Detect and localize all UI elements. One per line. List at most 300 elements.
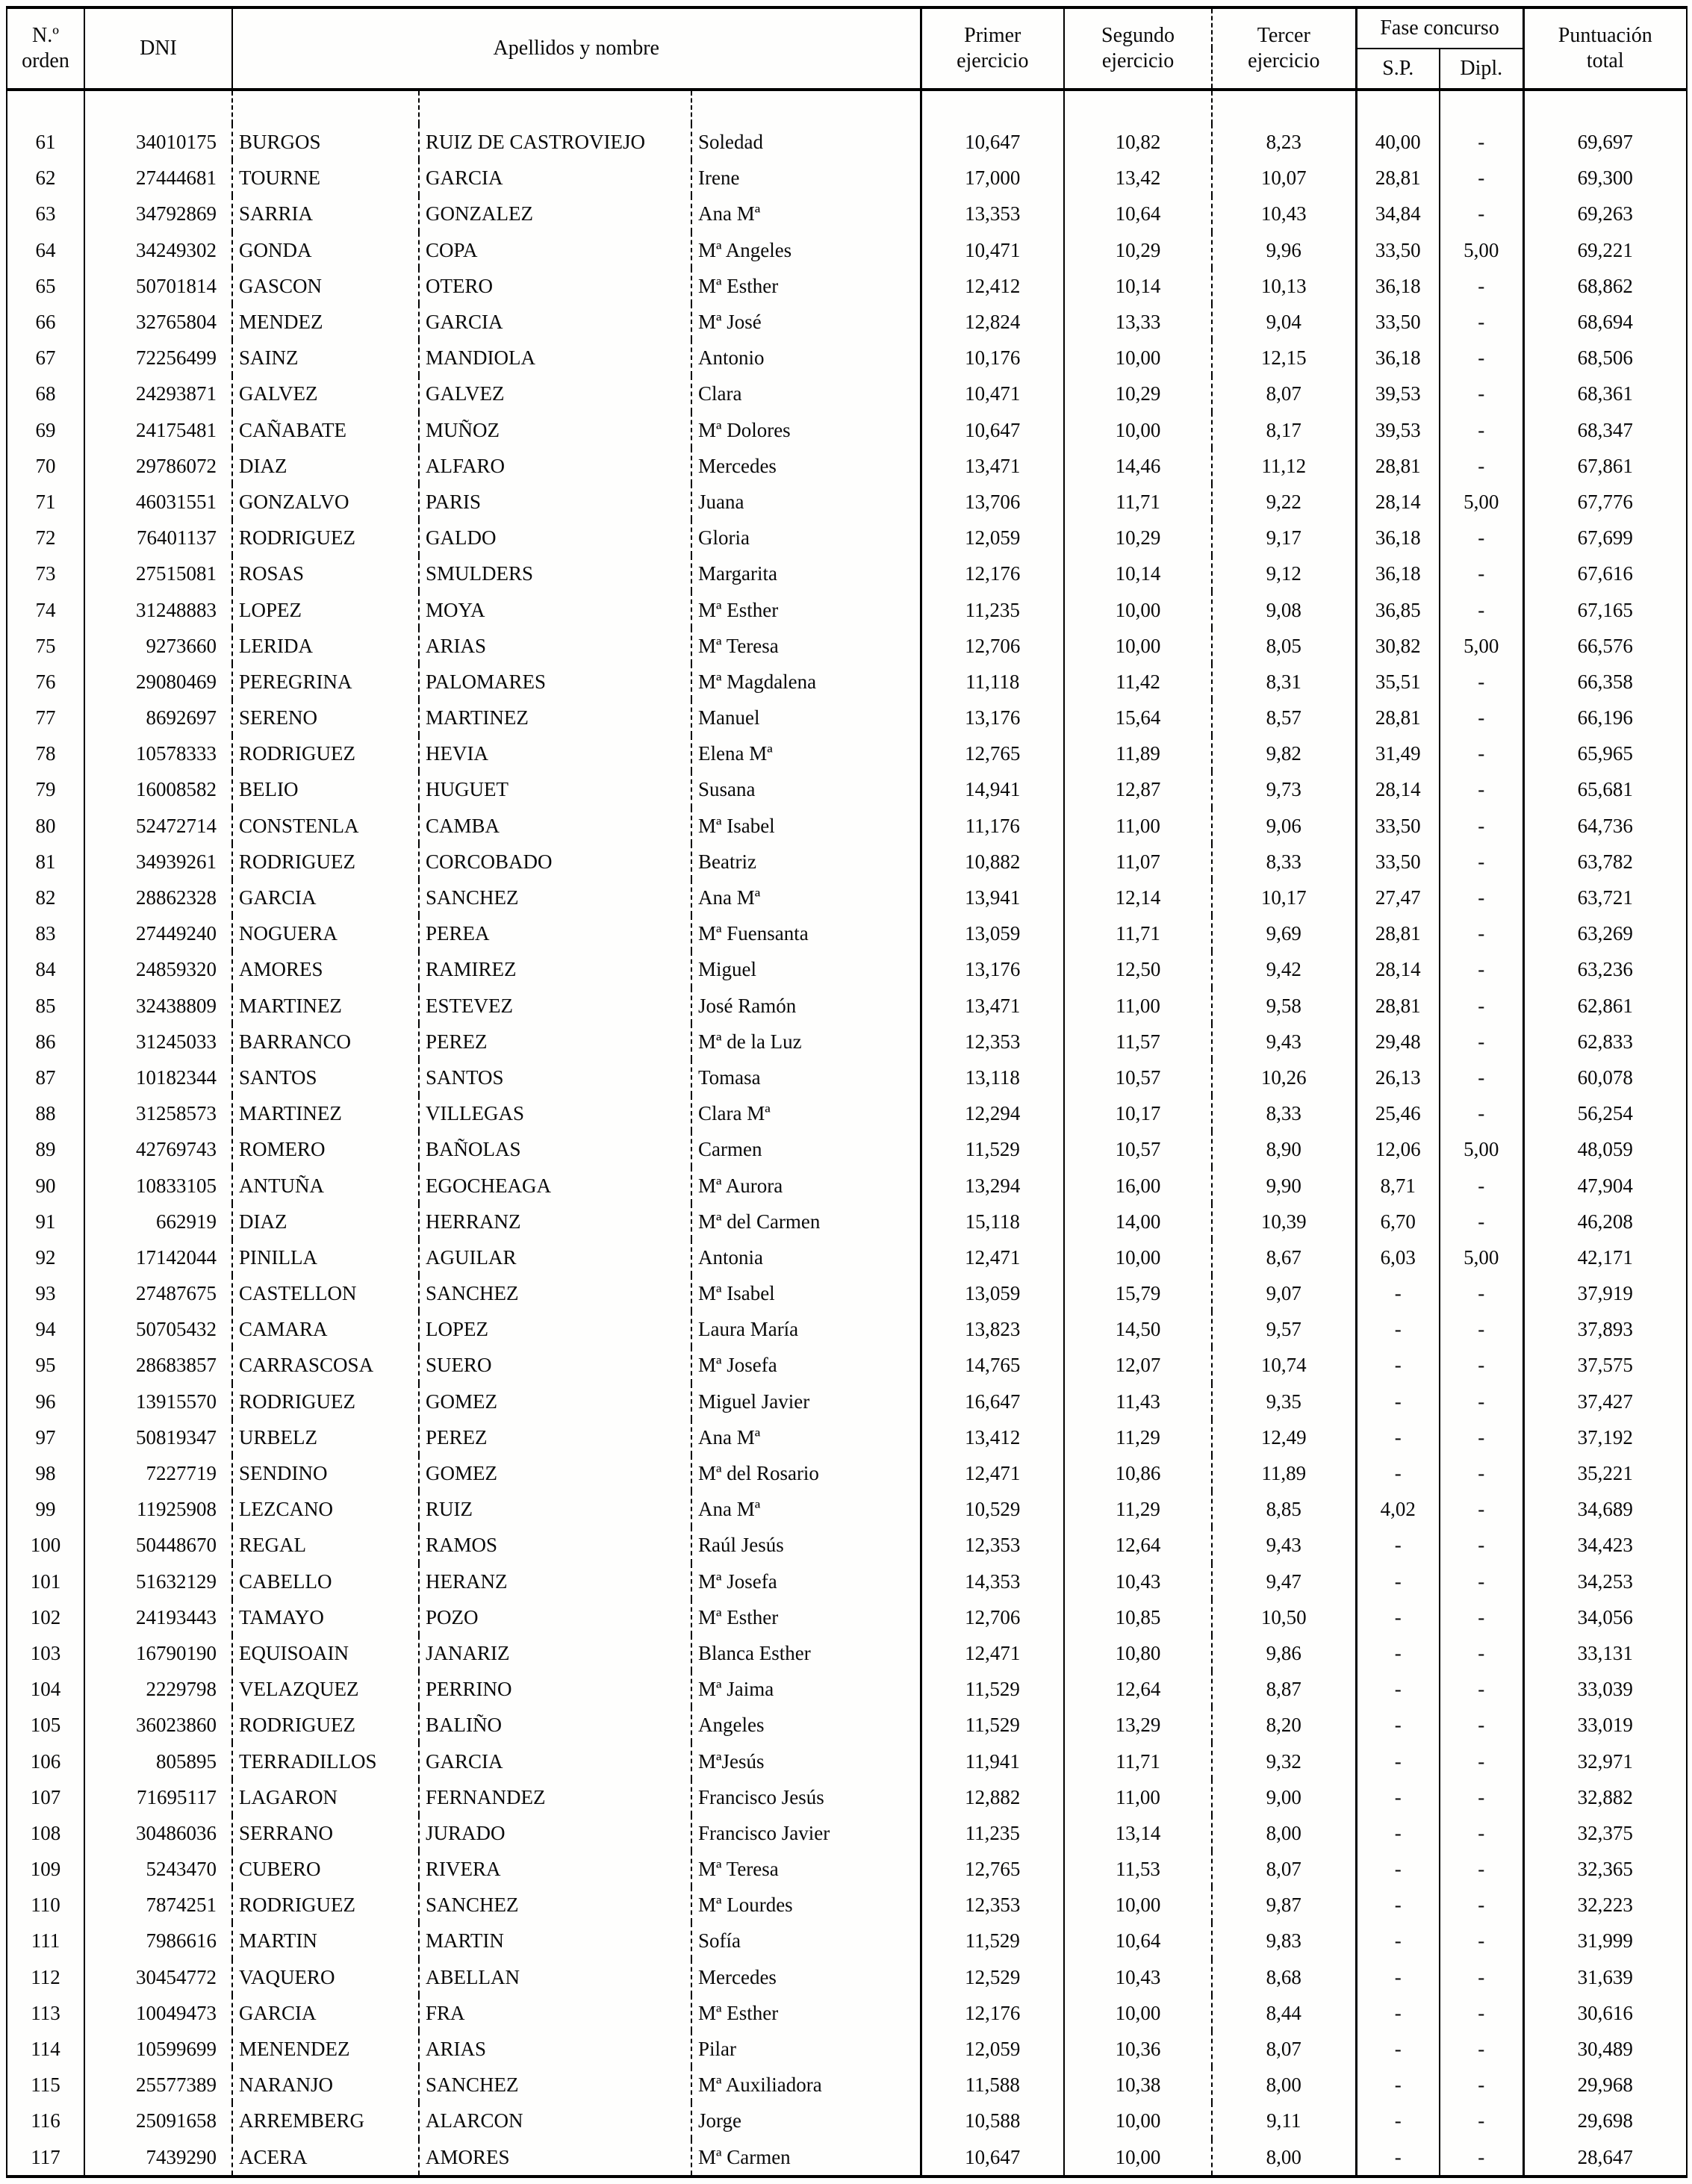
table-row <box>7 2067 1687 2103</box>
cell-sp: 26,13 <box>1356 1060 1440 1095</box>
cell-segundo-ejercicio: 11,42 <box>1064 664 1212 700</box>
cell-apellido1: LOPEZ <box>232 591 419 627</box>
cell-primer-ejercicio: 11,118 <box>921 664 1064 700</box>
cell-nombre: Gloria <box>691 520 921 556</box>
cell-dni: 27449240 <box>84 915 232 951</box>
cell-tercer-ejercicio: 10,43 <box>1212 196 1356 231</box>
cell-orden: 98 <box>35 1462 56 1485</box>
cell-dni: 28683857 <box>84 1347 232 1383</box>
cell-apellido2: SANCHEZ <box>419 880 691 915</box>
cell-apellido1: BURGOS <box>232 124 419 160</box>
cell-dipl: - <box>1440 880 1523 915</box>
cell-dni: 32765804 <box>84 304 232 340</box>
cell-segundo-ejercicio: 11,43 <box>1064 1384 1212 1419</box>
cell-apellido2: ALARCON <box>419 2103 691 2138</box>
cell-nombre: Mª Aurora <box>691 1167 921 1203</box>
cell-segundo-ejercicio: 15,79 <box>1064 1275 1212 1311</box>
cell-nombre: Clara Mª <box>691 1095 921 1131</box>
cell-dni: 31258573 <box>84 1095 232 1131</box>
table-row <box>7 520 1687 556</box>
header-orden <box>7 7 84 90</box>
cell-dipl: - <box>1440 1743 1523 1779</box>
cell-dni: 662919 <box>84 1204 232 1239</box>
cell-puntuacion-total: 63,721 <box>1523 880 1687 915</box>
cell-dipl: - <box>1440 1959 1523 1995</box>
cell-dni: 34792869 <box>84 196 232 231</box>
cell-primer-ejercicio: 12,059 <box>921 520 1064 556</box>
cell-nombre: Raúl Jesús <box>691 1527 921 1563</box>
cell-apellido2: RAMIREZ <box>419 951 691 987</box>
cell-dipl: 5,00 <box>1440 1131 1523 1167</box>
cell-orden: 108 <box>30 1821 61 1844</box>
cell-apellido2: BAÑOLAS <box>419 1131 691 1167</box>
table-row <box>7 448 1687 484</box>
cell-puntuacion-total: 68,506 <box>1523 340 1687 376</box>
cell-dipl: 5,00 <box>1440 628 1523 664</box>
cell-dipl: - <box>1440 808 1523 844</box>
header-segundo-ejercicio: Segundo ejercicio <box>1064 7 1212 90</box>
spacer-row <box>7 90 1687 124</box>
table-row <box>7 556 1687 591</box>
cell-segundo-ejercicio: 14,46 <box>1064 448 1212 484</box>
cell-nombre: Antonio <box>691 340 921 376</box>
cell-nombre: Ana Mª <box>691 1419 921 1455</box>
cell-puntuacion-total: 37,575 <box>1523 1347 1687 1383</box>
cell-tercer-ejercicio: 8,00 <box>1212 2067 1356 2103</box>
cell-orden: 65 <box>35 274 56 297</box>
cell-puntuacion-total: 32,882 <box>1523 1779 1687 1815</box>
cell-dipl: - <box>1440 268 1523 304</box>
cell-sp: 36,18 <box>1356 520 1440 556</box>
cell-sp: 28,81 <box>1356 915 1440 951</box>
table-row <box>7 1239 1687 1275</box>
cell-sp: - <box>1356 1671 1440 1707</box>
cell-apellido1: PINILLA <box>232 1239 419 1275</box>
cell-dipl: - <box>1440 556 1523 591</box>
cell-apellido1: ROMERO <box>232 1131 419 1167</box>
cell-nombre: Mercedes <box>691 1959 921 1995</box>
cell-dipl: - <box>1440 1060 1523 1095</box>
cell-segundo-ejercicio: 12,87 <box>1064 771 1212 807</box>
cell-orden: 89 <box>35 1138 56 1161</box>
cell-puntuacion-total: 48,059 <box>1523 1131 1687 1167</box>
cell-nombre: Soledad <box>691 124 921 160</box>
cell-dipl: - <box>1440 735 1523 771</box>
cell-dipl: - <box>1440 771 1523 807</box>
cell-puntuacion-total: 33,019 <box>1523 1707 1687 1743</box>
table-row <box>7 915 1687 951</box>
cell-orden: 117 <box>31 2145 60 2168</box>
table-row <box>7 844 1687 880</box>
cell-dni: 34939261 <box>84 844 232 880</box>
cell-orden: 61 <box>35 131 56 154</box>
cell-tercer-ejercicio: 9,58 <box>1212 988 1356 1024</box>
cell-puntuacion-total: 68,347 <box>1523 412 1687 448</box>
cell-apellido2: MOYA <box>419 591 691 627</box>
cell-primer-ejercicio: 13,294 <box>921 1167 1064 1203</box>
cell-primer-ejercicio: 12,706 <box>921 628 1064 664</box>
cell-tercer-ejercicio: 8,85 <box>1212 1491 1356 1527</box>
cell-nombre: Mª Esther <box>691 591 921 627</box>
cell-dipl: - <box>1440 1024 1523 1060</box>
cell-segundo-ejercicio: 10,00 <box>1064 340 1212 376</box>
cell-sp: 30,82 <box>1356 628 1440 664</box>
table-row <box>7 1204 1687 1239</box>
cell-primer-ejercicio: 12,765 <box>921 735 1064 771</box>
cell-dipl: - <box>1440 1779 1523 1815</box>
cell-apellido1: URBELZ <box>232 1419 419 1455</box>
cell-puntuacion-total: 68,694 <box>1523 304 1687 340</box>
cell-sp: - <box>1356 1959 1440 1995</box>
header-tercer-ejercicio: Tercer ejercicio <box>1212 7 1356 90</box>
cell-dipl: - <box>1440 2031 1523 2067</box>
cell-sp: 33,50 <box>1356 844 1440 880</box>
cell-nombre: Mercedes <box>691 448 921 484</box>
cell-tercer-ejercicio: 9,00 <box>1212 1779 1356 1815</box>
cell-segundo-ejercicio: 10,43 <box>1064 1564 1212 1599</box>
cell-dni: 16790190 <box>84 1635 232 1671</box>
cell-apellido2: GARCIA <box>419 1743 691 1779</box>
cell-primer-ejercicio: 12,529 <box>921 1959 1064 1995</box>
cell-puntuacion-total: 33,039 <box>1523 1671 1687 1707</box>
cell-segundo-ejercicio: 10,14 <box>1064 268 1212 304</box>
cell-primer-ejercicio: 12,176 <box>921 556 1064 591</box>
table-row <box>7 1635 1687 1671</box>
cell-apellido2: SANCHEZ <box>419 1275 691 1311</box>
cell-sp: - <box>1356 1815 1440 1851</box>
cell-nombre: Mª Esther <box>691 1995 921 2031</box>
cell-puntuacion-total: 65,965 <box>1523 735 1687 771</box>
cell-apellido1: TOURNE <box>232 160 419 196</box>
cell-orden: 95 <box>35 1354 56 1377</box>
table-row <box>7 1024 1687 1060</box>
cell-segundo-ejercicio: 13,29 <box>1064 1707 1212 1743</box>
cell-apellido2: LOPEZ <box>419 1311 691 1347</box>
cell-dipl: 5,00 <box>1440 232 1523 268</box>
cell-dni: 31248883 <box>84 591 232 627</box>
results-table <box>6 6 1688 2178</box>
cell-tercer-ejercicio: 10,50 <box>1212 1599 1356 1635</box>
cell-dni: 5243470 <box>84 1851 232 1887</box>
cell-puntuacion-total: 37,192 <box>1523 1419 1687 1455</box>
cell-apellido1: ACERA <box>232 2139 419 2177</box>
cell-orden: 112 <box>31 1965 60 1988</box>
cell-apellido2: MANDIOLA <box>419 340 691 376</box>
cell-primer-ejercicio: 11,235 <box>921 1815 1064 1851</box>
cell-nombre: Mª Dolores <box>691 412 921 448</box>
cell-nombre: Elena Mª <box>691 735 921 771</box>
cell-apellido2: VILLEGAS <box>419 1095 691 1131</box>
cell-dipl: - <box>1440 376 1523 411</box>
cell-apellido2: PEREZ <box>419 1024 691 1060</box>
table-row <box>7 1743 1687 1779</box>
cell-puntuacion-total: 32,375 <box>1523 1815 1687 1851</box>
cell-segundo-ejercicio: 13,14 <box>1064 1815 1212 1851</box>
cell-sp: 31,49 <box>1356 735 1440 771</box>
table-row <box>7 951 1687 987</box>
cell-primer-ejercicio: 10,647 <box>921 124 1064 160</box>
cell-dni: 11925908 <box>84 1491 232 1527</box>
cell-orden: 109 <box>30 1858 61 1881</box>
cell-tercer-ejercicio: 8,07 <box>1212 1851 1356 1887</box>
cell-dipl: - <box>1440 412 1523 448</box>
cell-dni: 2229798 <box>84 1671 232 1707</box>
cell-apellido1: GONDA <box>232 232 419 268</box>
cell-nombre: Mª Esther <box>691 1599 921 1635</box>
cell-orden: 100 <box>30 1534 61 1557</box>
cell-sp: 39,53 <box>1356 376 1440 411</box>
table-row <box>7 1311 1687 1347</box>
table-row <box>7 1995 1687 2031</box>
cell-orden: 66 <box>35 311 56 334</box>
cell-sp: 35,51 <box>1356 664 1440 700</box>
cell-tercer-ejercicio: 9,69 <box>1212 915 1356 951</box>
cell-nombre: Manuel <box>691 700 921 735</box>
cell-puntuacion-total: 69,697 <box>1523 124 1687 160</box>
cell-tercer-ejercicio: 9,04 <box>1212 304 1356 340</box>
cell-apellido1: CAMARA <box>232 1311 419 1347</box>
header-sp: S.P. <box>1356 49 1440 90</box>
cell-tercer-ejercicio: 9,57 <box>1212 1311 1356 1347</box>
cell-primer-ejercicio: 10,647 <box>921 412 1064 448</box>
table-row <box>7 1815 1687 1851</box>
cell-orden: 105 <box>30 1714 61 1737</box>
cell-apellido1: RODRIGUEZ <box>232 1887 419 1923</box>
cell-primer-ejercicio: 11,941 <box>921 1743 1064 1779</box>
cell-dni: 27444681 <box>84 160 232 196</box>
cell-apellido1: ANTUÑA <box>232 1167 419 1203</box>
cell-dni: 24175481 <box>84 412 232 448</box>
cell-sp: - <box>1356 2067 1440 2103</box>
cell-dni: 25577389 <box>84 2067 232 2103</box>
cell-apellido1: BELIO <box>232 771 419 807</box>
cell-tercer-ejercicio: 8,07 <box>1212 376 1356 411</box>
cell-orden: 99 <box>35 1498 56 1521</box>
cell-primer-ejercicio: 11,529 <box>921 1131 1064 1167</box>
cell-segundo-ejercicio: 10,43 <box>1064 1959 1212 1995</box>
cell-puntuacion-total: 34,689 <box>1523 1491 1687 1527</box>
cell-nombre: Ana Mª <box>691 196 921 231</box>
cell-sp: - <box>1356 1923 1440 1959</box>
table-row <box>7 232 1687 268</box>
cell-sp: 34,84 <box>1356 196 1440 231</box>
cell-orden: 87 <box>35 1065 56 1089</box>
cell-dipl: - <box>1440 160 1523 196</box>
cell-apellido1: RODRIGUEZ <box>232 1384 419 1419</box>
cell-apellido1: ROSAS <box>232 556 419 591</box>
cell-orden: 104 <box>30 1678 61 1701</box>
cell-dni: 28862328 <box>84 880 232 915</box>
cell-apellido2: HEVIA <box>419 735 691 771</box>
cell-primer-ejercicio: 12,882 <box>921 1779 1064 1815</box>
cell-tercer-ejercicio: 8,00 <box>1212 2139 1356 2177</box>
cell-dni: 7439290 <box>84 2139 232 2177</box>
cell-apellido1: MARTIN <box>232 1923 419 1959</box>
cell-primer-ejercicio: 10,176 <box>921 340 1064 376</box>
cell-sp: 8,71 <box>1356 1167 1440 1203</box>
cell-dipl: - <box>1440 340 1523 376</box>
cell-puntuacion-total: 37,919 <box>1523 1275 1687 1311</box>
cell-puntuacion-total: 66,358 <box>1523 664 1687 700</box>
cell-dni: 29080469 <box>84 664 232 700</box>
cell-apellido2: SUERO <box>419 1347 691 1383</box>
cell-nombre: Margarita <box>691 556 921 591</box>
cell-primer-ejercicio: 12,824 <box>921 304 1064 340</box>
cell-tercer-ejercicio: 11,89 <box>1212 1455 1356 1491</box>
cell-sp: 12,06 <box>1356 1131 1440 1167</box>
cell-puntuacion-total: 31,639 <box>1523 1959 1687 1995</box>
cell-segundo-ejercicio: 11,29 <box>1064 1419 1212 1455</box>
cell-tercer-ejercicio: 11,12 <box>1212 448 1356 484</box>
cell-dipl: - <box>1440 664 1523 700</box>
cell-puntuacion-total: 68,862 <box>1523 268 1687 304</box>
cell-primer-ejercicio: 12,765 <box>921 1851 1064 1887</box>
table-row <box>7 1131 1687 1167</box>
cell-primer-ejercicio: 16,647 <box>921 1384 1064 1419</box>
cell-apellido2: ABELLAN <box>419 1959 691 1995</box>
cell-apellido1: MARTINEZ <box>232 1095 419 1131</box>
cell-dni: 8692697 <box>84 700 232 735</box>
cell-dni: 10833105 <box>84 1167 232 1203</box>
cell-dni: 30454772 <box>84 1959 232 1995</box>
cell-sp: 36,18 <box>1356 340 1440 376</box>
cell-nombre: Tomasa <box>691 1060 921 1095</box>
cell-primer-ejercicio: 12,412 <box>921 268 1064 304</box>
table-row <box>7 771 1687 807</box>
cell-apellido1: SARRIA <box>232 196 419 231</box>
cell-orden: 81 <box>35 850 56 873</box>
cell-segundo-ejercicio: 11,00 <box>1064 1779 1212 1815</box>
cell-orden: 115 <box>31 2073 60 2097</box>
cell-puntuacion-total: 47,904 <box>1523 1167 1687 1203</box>
cell-sp: - <box>1356 1599 1440 1635</box>
cell-dipl: 5,00 <box>1440 1239 1523 1275</box>
cell-orden: 67 <box>35 346 56 370</box>
cell-puntuacion-total: 60,078 <box>1523 1060 1687 1095</box>
cell-dni: 50705432 <box>84 1311 232 1347</box>
cell-apellido2: MARTINEZ <box>419 700 691 735</box>
cell-dipl: - <box>1440 1923 1523 1959</box>
cell-nombre: Jorge <box>691 2103 921 2138</box>
cell-orden: 96 <box>35 1390 56 1413</box>
cell-apellido1: SERENO <box>232 700 419 735</box>
cell-nombre: José Ramón <box>691 988 921 1024</box>
cell-primer-ejercicio: 10,882 <box>921 844 1064 880</box>
cell-apellido2: RUIZ <box>419 1491 691 1527</box>
cell-sp: - <box>1356 1527 1440 1563</box>
cell-nombre: Carmen <box>691 1131 921 1167</box>
cell-nombre: MªJesús <box>691 1743 921 1779</box>
cell-dni: 30486036 <box>84 1815 232 1851</box>
cell-primer-ejercicio: 13,471 <box>921 448 1064 484</box>
cell-tercer-ejercicio: 8,33 <box>1212 1095 1356 1131</box>
cell-primer-ejercicio: 10,588 <box>921 2103 1064 2138</box>
cell-dipl: - <box>1440 1204 1523 1239</box>
cell-sp: 28,81 <box>1356 160 1440 196</box>
cell-sp: 28,81 <box>1356 448 1440 484</box>
cell-dipl: - <box>1440 915 1523 951</box>
cell-segundo-ejercicio: 12,50 <box>1064 951 1212 987</box>
cell-dni: 29786072 <box>84 448 232 484</box>
cell-nombre: Mª Esther <box>691 268 921 304</box>
cell-orden: 82 <box>35 886 56 909</box>
cell-apellido2: SANCHEZ <box>419 1887 691 1923</box>
cell-orden: 103 <box>30 1641 61 1664</box>
cell-dipl: - <box>1440 1275 1523 1311</box>
table-body <box>7 90 1687 2177</box>
cell-apellido1: CABELLO <box>232 1564 419 1599</box>
cell-primer-ejercicio: 12,059 <box>921 2031 1064 2067</box>
cell-puntuacion-total: 63,236 <box>1523 951 1687 987</box>
cell-primer-ejercicio: 12,294 <box>921 1095 1064 1131</box>
cell-primer-ejercicio: 11,529 <box>921 1707 1064 1743</box>
cell-tercer-ejercicio: 8,00 <box>1212 1815 1356 1851</box>
cell-orden: 75 <box>35 634 56 657</box>
cell-segundo-ejercicio: 10,00 <box>1064 412 1212 448</box>
cell-apellido1: SANTOS <box>232 1060 419 1095</box>
cell-orden: 64 <box>35 238 56 261</box>
cell-orden: 93 <box>35 1282 56 1305</box>
cell-primer-ejercicio: 10,471 <box>921 232 1064 268</box>
cell-nombre: Susana <box>691 771 921 807</box>
cell-dni: 52472714 <box>84 808 232 844</box>
cell-tercer-ejercicio: 9,06 <box>1212 808 1356 844</box>
cell-primer-ejercicio: 17,000 <box>921 160 1064 196</box>
cell-primer-ejercicio: 13,941 <box>921 880 1064 915</box>
cell-dni: 25091658 <box>84 2103 232 2138</box>
cell-tercer-ejercicio: 9,17 <box>1212 520 1356 556</box>
cell-segundo-ejercicio: 10,29 <box>1064 376 1212 411</box>
cell-dipl: - <box>1440 700 1523 735</box>
cell-dipl: - <box>1440 124 1523 160</box>
cell-dipl: - <box>1440 1419 1523 1455</box>
table-row <box>7 268 1687 304</box>
cell-dni: 16008582 <box>84 771 232 807</box>
cell-nombre: Pilar <box>691 2031 921 2067</box>
cell-tercer-ejercicio: 9,86 <box>1212 1635 1356 1671</box>
cell-sp: - <box>1356 1707 1440 1743</box>
cell-apellido2: FERNANDEZ <box>419 1779 691 1815</box>
cell-dipl: - <box>1440 1455 1523 1491</box>
cell-apellido1: CARRASCOSA <box>232 1347 419 1383</box>
cell-dipl: - <box>1440 520 1523 556</box>
cell-dipl: - <box>1440 1347 1523 1383</box>
cell-sp: 33,50 <box>1356 304 1440 340</box>
cell-apellido1: SERRANO <box>232 1815 419 1851</box>
cell-apellido2: AGUILAR <box>419 1239 691 1275</box>
cell-dni: 34249302 <box>84 232 232 268</box>
cell-sp: 28,14 <box>1356 771 1440 807</box>
cell-dipl: - <box>1440 844 1523 880</box>
cell-puntuacion-total: 29,698 <box>1523 2103 1687 2138</box>
cell-orden: 62 <box>35 167 56 190</box>
cell-apellido2: ARIAS <box>419 2031 691 2067</box>
cell-dni: 10182344 <box>84 1060 232 1095</box>
cell-primer-ejercicio: 13,823 <box>921 1311 1064 1347</box>
cell-apellido1: TAMAYO <box>232 1599 419 1635</box>
cell-sp: 4,02 <box>1356 1491 1440 1527</box>
cell-apellido1: MENDEZ <box>232 304 419 340</box>
cell-tercer-ejercicio: 9,87 <box>1212 1887 1356 1923</box>
cell-primer-ejercicio: 12,353 <box>921 1024 1064 1060</box>
cell-nombre: Mª Carmen <box>691 2139 921 2177</box>
cell-puntuacion-total: 33,131 <box>1523 1635 1687 1671</box>
cell-puntuacion-total: 67,776 <box>1523 484 1687 520</box>
cell-dipl: 5,00 <box>1440 484 1523 520</box>
cell-segundo-ejercicio: 10,00 <box>1064 2139 1212 2177</box>
cell-orden: 116 <box>31 2109 60 2132</box>
cell-puntuacion-total: 37,893 <box>1523 1311 1687 1347</box>
